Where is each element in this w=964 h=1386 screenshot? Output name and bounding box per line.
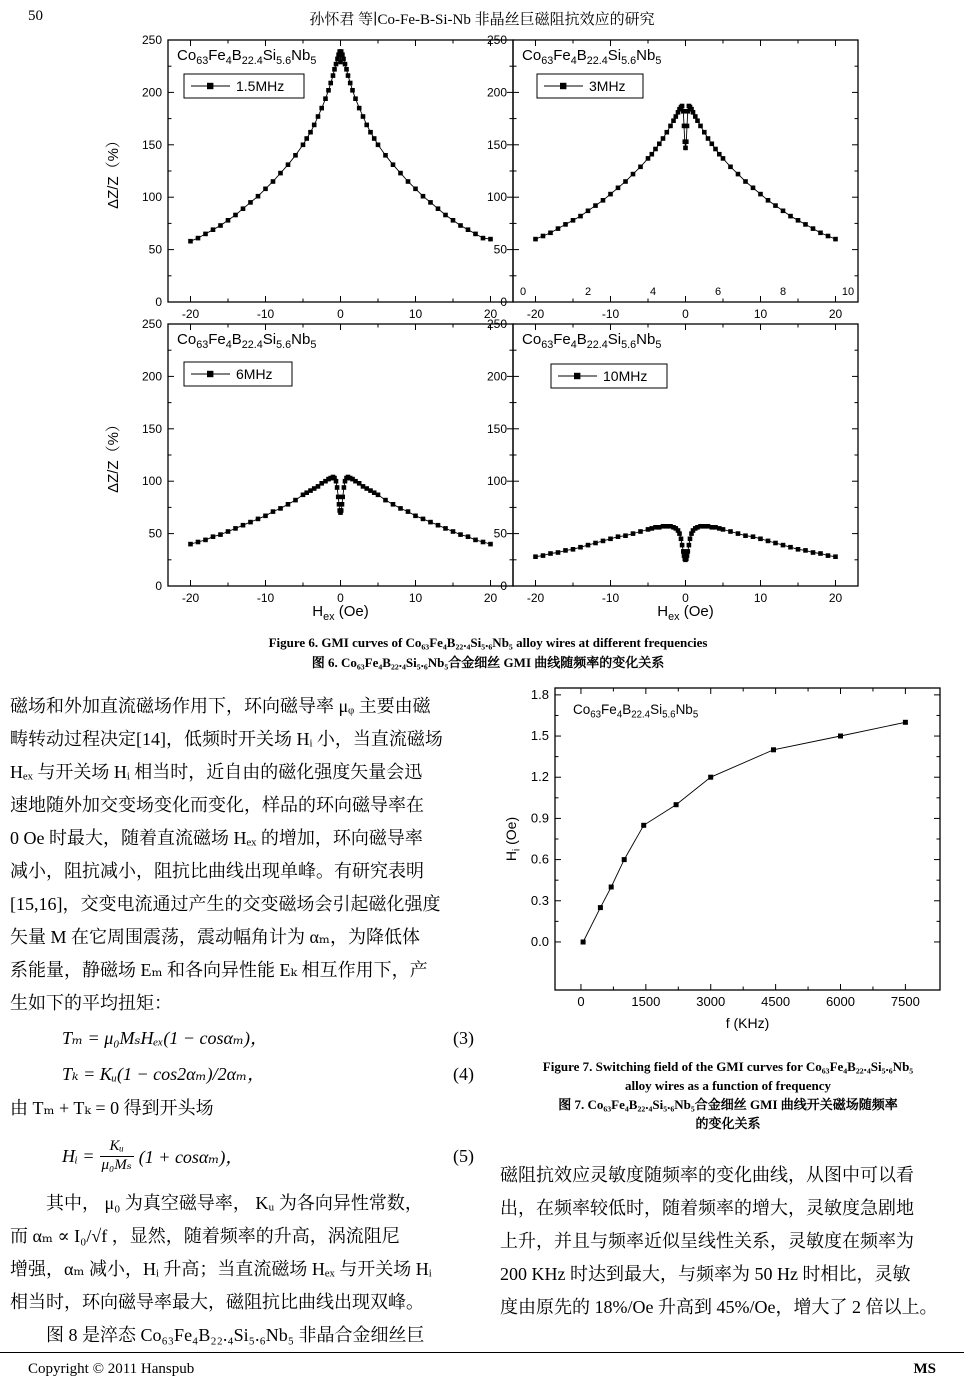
svg-text:0: 0 bbox=[155, 295, 162, 309]
svg-text:4: 4 bbox=[649, 286, 657, 298]
equation-5-number: (5) bbox=[453, 1145, 474, 1166]
svg-text:100: 100 bbox=[141, 190, 162, 205]
svg-text:1.5MHz: 1.5MHz bbox=[236, 78, 285, 94]
svg-text:Hex (Oe): $H_{ex}$ (Oe) bbox=[657, 603, 714, 622]
equation-4 bbox=[10, 1056, 478, 1092]
equation-bridge-text: 由 Tₘ + Tₖ = 0 得到开头场 bbox=[10, 1098, 214, 1118]
equation-5-rhs: (1 + cosαₘ)， bbox=[138, 1147, 244, 1167]
svg-text:Co63Fe4B22.4Si5.6Nb5: $Co_{63}Fe_4B_{22.4}Si_{5.6}Nb_5$ bbox=[177, 47, 317, 67]
svg-text:250: 250 bbox=[141, 33, 162, 47]
text-line: 生如下的平均扭矩： bbox=[10, 993, 172, 1013]
text-line: Hₑₓ 与开关场 Hᵢ 相当时，近自由的磁化强度矢量会迅 bbox=[10, 762, 423, 782]
svg-text:150: 150 bbox=[486, 421, 507, 436]
svg-text:250: 250 bbox=[486, 33, 507, 47]
figure-7-caption bbox=[500, 1057, 956, 1133]
text-line: 减小，阻抗减小，阻抗比曲线出现单峰。有研究表明 bbox=[10, 861, 424, 881]
figure-6-caption-en: Figure 6. GMI curves of Co₆₃Fe₄B₂₂.₄Si₅.₆Nb₅ alloy wires at different frequencies bbox=[268, 635, 708, 650]
text-line: 速地随外加交变场变化而变化，样品的环向磁导率在 bbox=[10, 795, 424, 815]
svg-text:Co63Fe4B22.4Si5.6Nb5: $Co_{63}Fe_4B_{22.4}Si_{5.6}Nb_5$ bbox=[573, 702, 699, 721]
svg-text:0.3: 0.3 bbox=[530, 892, 549, 908]
equation-5-lhs: Hᵢ = bbox=[62, 1145, 95, 1166]
svg-text:0.6: 0.6 bbox=[530, 851, 549, 867]
text-line: 0 Oe 时最大，随着直流磁场 Hₑₓ 的增加，环向磁导率 bbox=[10, 828, 423, 848]
left-paragraph-2 bbox=[10, 1187, 478, 1352]
caption-line: 的变化关系 bbox=[695, 1116, 761, 1131]
svg-text:0: 0 bbox=[500, 295, 507, 309]
svg-text:Hex (Oe): $H_{ex}$ (Oe) bbox=[312, 603, 369, 622]
svg-text:Co63Fe4B22.4Si5.6Nb5: $Co_{63}Fe_4B_{22.4}Si_{5.6}Nb_5$ bbox=[177, 331, 317, 351]
svg-text:1.2: 1.2 bbox=[530, 769, 549, 785]
svg-text:-20: -20 bbox=[181, 307, 200, 321]
text-line: 出，在频率较低时，随着频率的增大，灵敏度急剧地 bbox=[500, 1198, 914, 1218]
svg-text:3000: 3000 bbox=[696, 994, 726, 1009]
svg-text:-10: -10 bbox=[601, 591, 620, 605]
svg-text:150: 150 bbox=[486, 137, 507, 152]
right-paragraph bbox=[500, 1159, 958, 1324]
svg-text:2: 2 bbox=[584, 286, 592, 298]
svg-text:0: 0 bbox=[500, 579, 507, 593]
svg-text:50: 50 bbox=[148, 526, 162, 541]
svg-text:200: 200 bbox=[141, 85, 162, 100]
switching-field-chart bbox=[500, 680, 956, 1032]
svg-text:20: 20 bbox=[483, 307, 498, 321]
page-number: 50 bbox=[28, 8, 43, 24]
svg-text:1500: 1500 bbox=[631, 994, 661, 1009]
svg-text:150: 150 bbox=[141, 137, 162, 152]
svg-text:0: 0 bbox=[519, 286, 527, 298]
copyright-text: Copyright © 2011 Hanspub bbox=[28, 1361, 195, 1377]
figure-6-caption bbox=[88, 633, 888, 673]
svg-text:-20: -20 bbox=[181, 591, 200, 605]
equation-4-number: (4) bbox=[453, 1064, 474, 1084]
text-line: 矢量 M 在它周围震荡，震动幅角计为 αₘ，为降低体 bbox=[10, 927, 420, 947]
svg-text:50: 50 bbox=[493, 242, 507, 257]
svg-text:0: 0 bbox=[337, 307, 344, 321]
svg-text:100: 100 bbox=[486, 474, 507, 489]
svg-text:-20: -20 bbox=[526, 591, 545, 605]
right-column bbox=[500, 680, 958, 1324]
text-line: 上升，并且与频率近似呈线性关系，灵敏度在频率为 bbox=[500, 1231, 914, 1251]
equation-3 bbox=[10, 1020, 478, 1056]
equation-5-fraction bbox=[100, 1138, 134, 1174]
caption-line: alloy wires as a function of frequency bbox=[624, 1078, 832, 1093]
svg-text:10: 10 bbox=[408, 307, 423, 321]
svg-text:10MHz: 10MHz bbox=[603, 368, 648, 384]
svg-text:50: 50 bbox=[148, 242, 162, 257]
svg-text:4500: 4500 bbox=[761, 994, 791, 1009]
svg-text:6000: 6000 bbox=[826, 994, 855, 1009]
svg-text:150: 150 bbox=[141, 421, 162, 436]
svg-text:1.5: 1.5 bbox=[530, 728, 549, 744]
svg-text:250: 250 bbox=[141, 317, 162, 331]
figure-6 bbox=[88, 30, 888, 673]
svg-text:Co63Fe4B22.4Si5.6Nb5: $Co_{63}Fe_4B_{22.4}Si_{5.6}Nb_5$ bbox=[522, 47, 662, 67]
text-line: 图 8 是淬态 Co₆₃Fe₄B₂₂.₄Si₅.₆Nb₅ 非晶合金细丝巨 bbox=[10, 1325, 425, 1345]
svg-text:1.8: 1.8 bbox=[530, 686, 549, 702]
svg-text:20: 20 bbox=[483, 591, 498, 605]
caption-line: 图 7. Co₆₃Fe₄B₂₂.₄Si₅.₆Nb₅合金细丝 GMI 曲线开关磁场随频率 bbox=[558, 1097, 898, 1112]
svg-text:100: 100 bbox=[141, 474, 162, 489]
svg-text:200: 200 bbox=[141, 369, 162, 384]
svg-text:20: 20 bbox=[828, 591, 843, 605]
equation-3-number: (3) bbox=[453, 1028, 474, 1048]
svg-text:0: 0 bbox=[577, 994, 585, 1009]
journal-abbreviation: MS bbox=[913, 1361, 936, 1377]
text-line: 增强，αₘ 减小，Hᵢ 升高；当直流磁场 Hₑₓ 与开关场 Hᵢ bbox=[10, 1259, 432, 1279]
text-line: 而 αₘ ∝ I₀/√f ，显然，随着频率的升高，涡流阻尼 bbox=[10, 1226, 400, 1246]
svg-text:0.0: 0.0 bbox=[530, 933, 549, 949]
svg-text:0.9: 0.9 bbox=[530, 810, 549, 826]
svg-text:10: 10 bbox=[408, 591, 423, 605]
text-line: 磁阻抗效应灵敏度随频率的变化曲线，从图中可以看 bbox=[500, 1165, 914, 1185]
svg-text:ΔZ/Z（%）: ΔZ/Z（%） bbox=[105, 133, 122, 209]
figure-7 bbox=[500, 680, 956, 1133]
svg-text:6MHz: 6MHz bbox=[236, 366, 273, 382]
text-line: 系能量，静磁场 Eₘ 和各向异性能 Eₖ 相互作用下，产 bbox=[10, 960, 428, 980]
equation-4-body: Tₖ = Kᵤ(1 − cos2αₘ)/2αₘ， bbox=[62, 1064, 266, 1084]
svg-text:0: 0 bbox=[682, 591, 689, 605]
caption-line: Figure 7. Switching field of the GMI curves for Co₆₃Fe₄B₂₂.₄Si₅.₆Nb₅ bbox=[542, 1059, 914, 1074]
page-footer bbox=[0, 1352, 964, 1378]
svg-text:Co63Fe4B22.4Si5.6Nb5: $Co_{63}Fe_4B_{22.4}Si_{5.6}Nb_5$ bbox=[522, 331, 662, 351]
svg-text:250: 250 bbox=[486, 317, 507, 331]
svg-text:7500: 7500 bbox=[890, 994, 920, 1009]
svg-text:-10: -10 bbox=[256, 307, 275, 321]
svg-text:-10: -10 bbox=[601, 307, 620, 321]
svg-text:10: 10 bbox=[753, 591, 768, 605]
text-line: 畴转动过程决定[14]，低频时开关场 Hᵢ 小，当直流磁场 bbox=[10, 729, 443, 749]
svg-text:0: 0 bbox=[155, 579, 162, 593]
svg-text:3MHz: 3MHz bbox=[589, 78, 626, 94]
svg-text:200: 200 bbox=[486, 85, 507, 100]
svg-text:200: 200 bbox=[486, 369, 507, 384]
svg-text:0: 0 bbox=[682, 307, 689, 321]
gmi-curves-chart bbox=[88, 30, 888, 622]
text-line: [15,16]，交变电流通过产生的交变磁场会引起磁化强度 bbox=[10, 894, 441, 914]
text-line: 相当时，环向磁导率最大，磁阻抗比曲线出现双峰。 bbox=[10, 1292, 424, 1312]
svg-text:0: 0 bbox=[337, 591, 344, 605]
equation-3-body: Tₘ = μ₀MₛHₑₓ(1 − cosαₘ)， bbox=[62, 1028, 268, 1048]
svg-text:f (KHz): f (KHz) bbox=[725, 1015, 770, 1031]
svg-text:10: 10 bbox=[841, 286, 855, 298]
svg-text:6: 6 bbox=[714, 286, 722, 298]
text-line: 度由原先的 18%/Oe 升高到 45%/Oe，增大了 2 倍以上。 bbox=[500, 1297, 938, 1317]
left-paragraph-1 bbox=[10, 690, 478, 1020]
svg-text:8: 8 bbox=[779, 286, 787, 298]
svg-text:20: 20 bbox=[828, 307, 843, 321]
text-line: 其中， μ₀ 为真空磁导率， Kᵤ 为各向异性常数， bbox=[10, 1193, 423, 1213]
text-line: 200 KHz 时达到最大，与频率为 50 Hz 时相比，灵敏 bbox=[500, 1264, 911, 1284]
svg-text:Hi (Oe): $H_i$ (Oe) bbox=[503, 816, 523, 862]
svg-text:-20: -20 bbox=[526, 307, 545, 321]
svg-text:-10: -10 bbox=[256, 591, 275, 605]
svg-text:100: 100 bbox=[486, 190, 507, 205]
equation-5-numerator: Kᵤ bbox=[109, 1138, 124, 1155]
figure-6-caption-zh: 图 6. Co₆₃Fe₄B₂₂.₄Si₅.₆Nb₅合金细丝 GMI 曲线随频率的变化关系 bbox=[311, 655, 665, 670]
left-column bbox=[10, 690, 478, 1352]
running-title: 孙怀君 等∣Co-Fe-B-Si-Nb 非晶丝巨磁阻抗效应的研究 bbox=[309, 12, 655, 28]
text-line: 磁场和外加直流磁场作用下，环向磁导率 μᵩ 主要由磁 bbox=[10, 696, 431, 716]
equation-5-denominator: μ₀Mₛ bbox=[101, 1156, 132, 1173]
svg-text:50: 50 bbox=[493, 526, 507, 541]
svg-text:10: 10 bbox=[753, 307, 768, 321]
svg-text:ΔZ/Z（%）: ΔZ/Z（%） bbox=[105, 417, 122, 493]
equation-5 bbox=[10, 1131, 478, 1181]
